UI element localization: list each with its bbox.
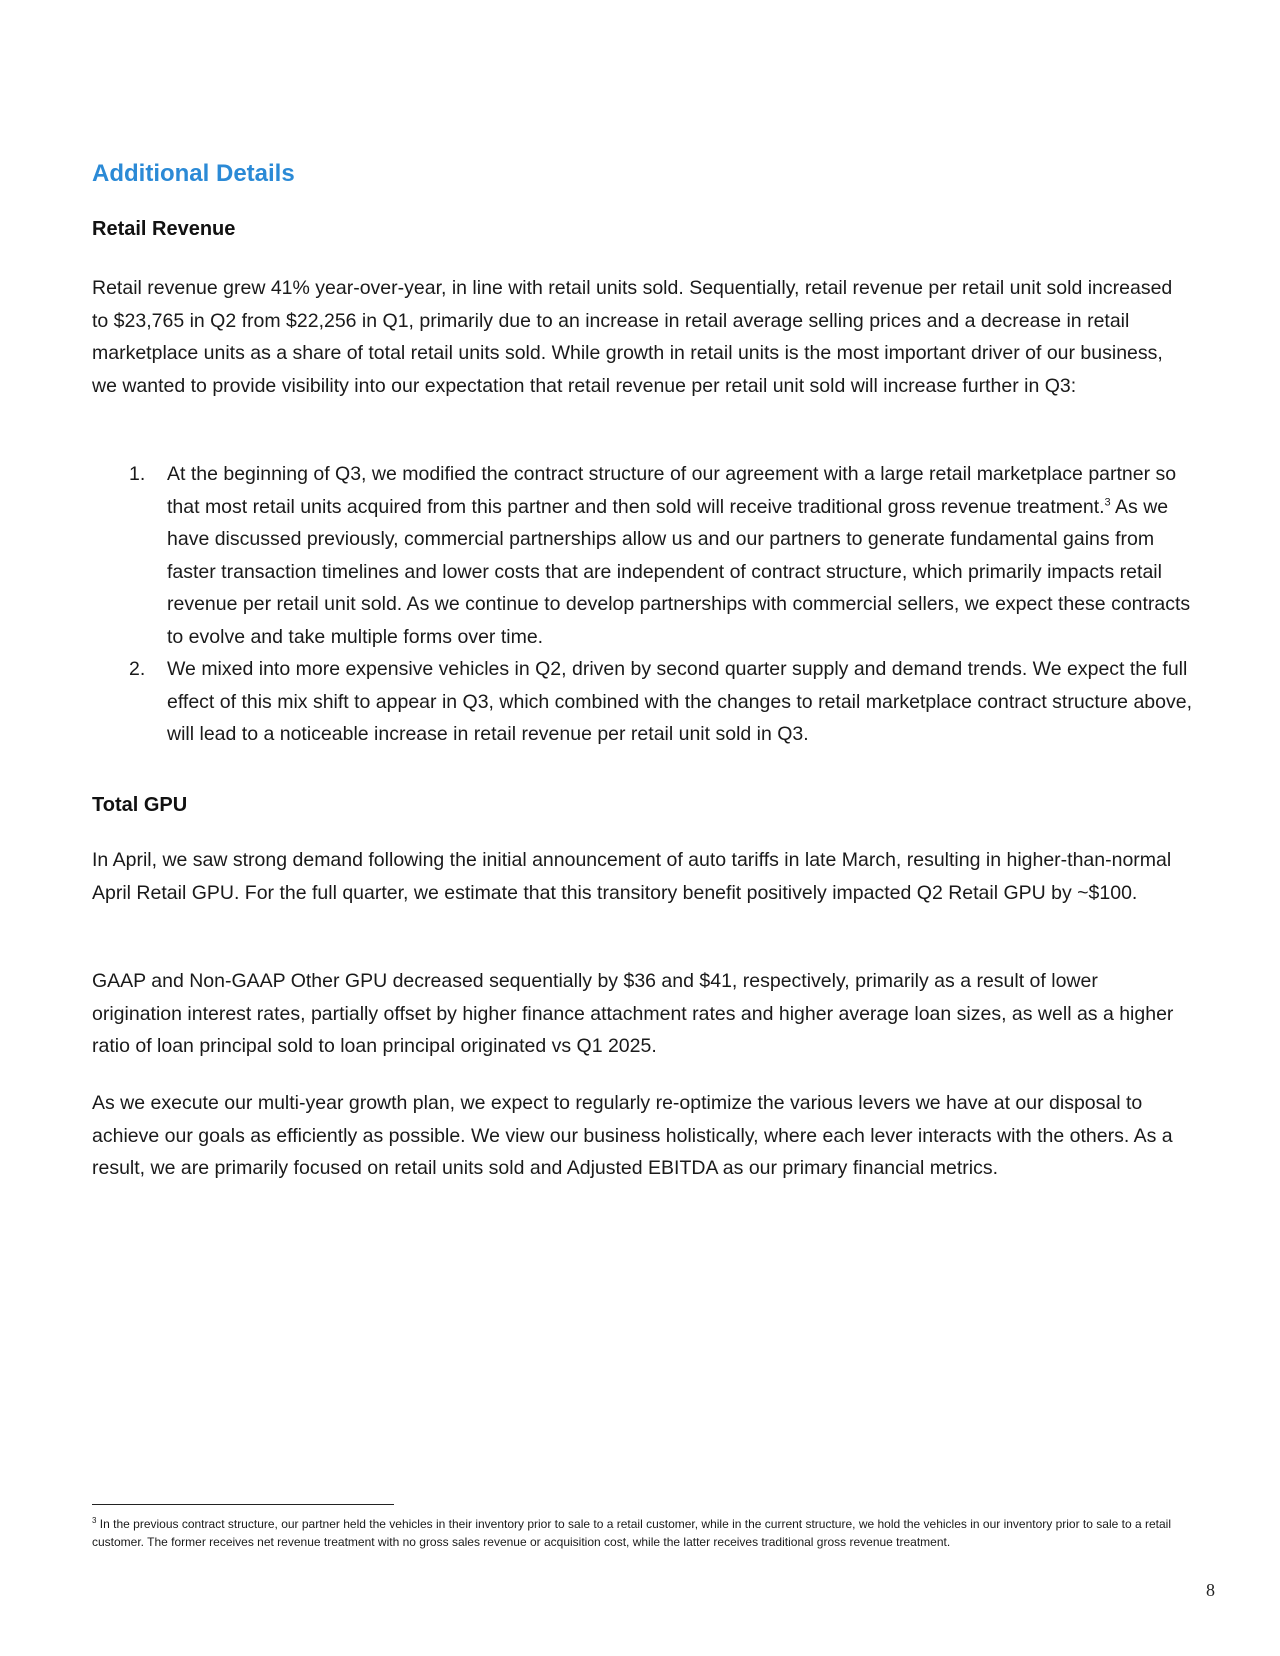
total-gpu-paragraph-3: As we execute our multi-year growth plan, we expect to regularly re-optimize the various levers we have at our disposal to achieve our goals as efficiently as possible. We view our business holistically, where each lever interacts with the others. As a result, we are primarily focused on retail units sold and Adjusted EBITDA as our primary financial metrics.	[92, 1092, 1173, 1179]
footnote-reference-link[interactable]: 3	[1104, 496, 1111, 508]
page-number: 8	[1206, 1580, 1215, 1600]
retail-revenue-intro-paragraph: Retail revenue grew 41% year-over-year, in line with retail units sold. Sequentially, retail revenue per retail unit sold increased to $23,765 in Q2 from $22,256 in Q1, primarily due to an increase in retail average selling prices and a decrease in retail marketplace units as a share of total retail units sold. While growth in retail units is the most important driver of our business, we wanted to provide visibility into our expectation that retail revenue per retail unit sold will increase further in Q3:	[92, 277, 1173, 397]
list-item-text: At the beginning of Q3, we modified the contract structure of our agreement with a large retail marketplace partner so that most retail units acquired from this partner and then sold will receive traditional gross revenue treatment.	[167, 463, 1177, 518]
footnote	[92, 1516, 1192, 1551]
list-item	[92, 458, 1192, 653]
total-gpu-paragraph-2: GAAP and Non-GAAP Other GPU decreased sequentially by $36 and $41, respectively, primarily as a result of lower origination interest rates, partially offset by higher finance attachment rates and higher average loan sizes, as well as a higher ratio of loan principal sold to loan principal originated vs Q1 2025.	[92, 970, 1174, 1057]
total-gpu-heading: Total GPU	[92, 794, 188, 816]
list-item-text-continued: As we have discussed previously, commercial partnerships allow us and our partners to generate fundamental gains from faster transaction timelines and lower costs that are independent of contract structure, which primarily impacts retail revenue per retail unit sold. As we continue to develop partnerships with commercial sellers, we expect these contracts to evolve and take multiple forms over time.	[167, 495, 1191, 648]
retail-revenue-numbered-list	[92, 458, 1192, 751]
total-gpu-paragraph-1: In April, we saw strong demand following the initial announcement of auto tariffs in late March, resulting in higher-than-normal April Retail GPU. For the full quarter, we estimate that this transitory benefit positively impacted Q2 Retail GPU by ~$100.	[92, 849, 1172, 904]
footnote-marker: 3	[92, 1516, 97, 1525]
footnote-text: In the previous contract structure, our partner held the vehicles in their inventory prior to sale to a retail customer, while in the current structure, we hold the vehicles in our inventory prior to sale to a retail customer. The former receives net revenue treatment with no gross sales revenue or acquisition cost, while the latter receives traditional gross revenue treatment.	[92, 1517, 1171, 1549]
list-item-text: We mixed into more expensive vehicles in Q2, driven by second quarter supply and demand trends. We expect the full effect of this mix shift to appear in Q3, which combined with the changes to retail marketplace contract structure above, will lead to a noticeable increase in retail revenue per retail unit sold in Q3.	[167, 658, 1192, 745]
footnote-divider	[92, 1504, 394, 1505]
list-item-number: 2.	[129, 658, 146, 680]
section-title: Additional Details	[92, 160, 295, 187]
retail-revenue-heading: Retail Revenue	[92, 218, 236, 240]
list-item-number: 1.	[129, 463, 146, 485]
list-item	[92, 653, 1192, 751]
